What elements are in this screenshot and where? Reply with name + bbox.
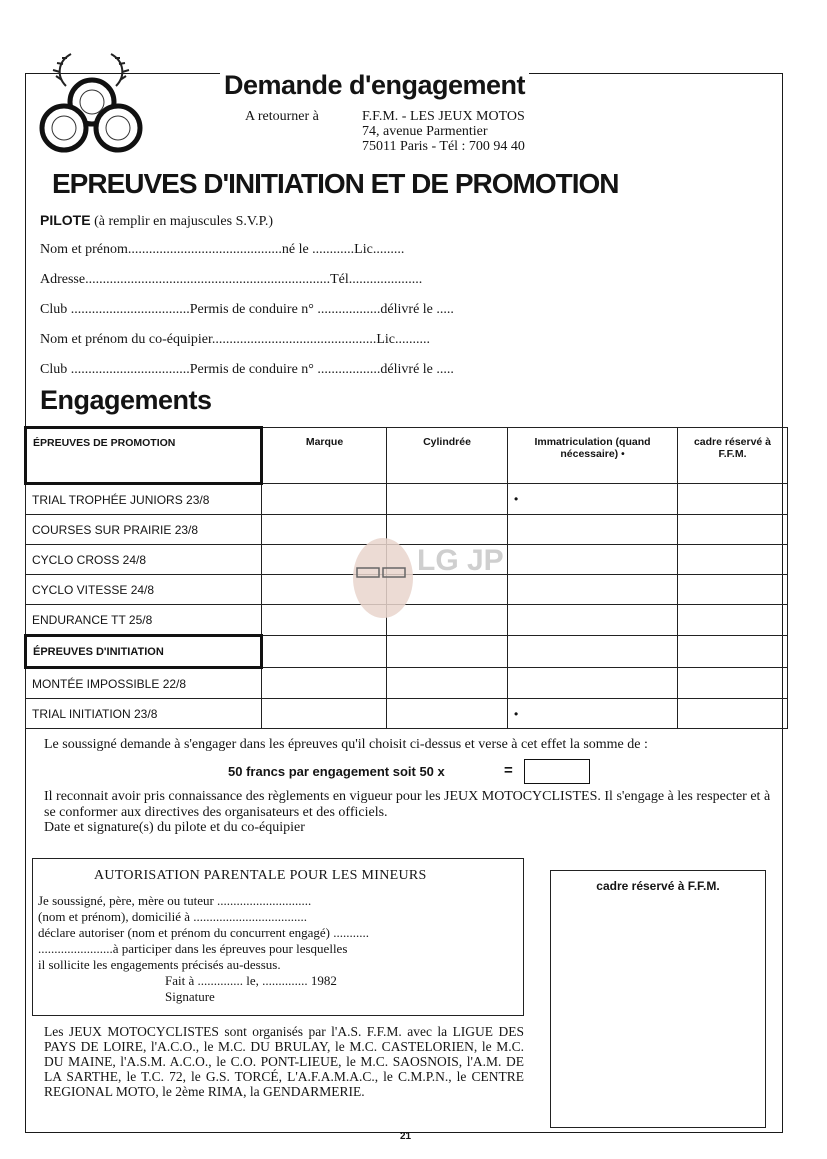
reserve-cell [678,515,788,545]
reserve-cell [678,668,788,699]
autorisation-line[interactable]: (nom et prénom), domicilié à ................................... [38,909,307,924]
immat-cell[interactable] [508,575,678,605]
event-name[interactable]: MONTÉE IMPOSSIBLE 22/8 [26,668,262,699]
signature-label: Signature [165,989,215,1004]
immat-cell[interactable] [508,515,678,545]
header-marque: Marque [262,428,387,484]
return-address: F.F.M. - LES JEUX MOTOS 74, avenue Parmentier 75011 Paris - Tél : 700 94 40 [362,109,525,154]
ffm-logo [36,46,148,158]
initiation-header-row [26,636,788,668]
header-immatriculation: Immatriculation (quand nécessaire) • [508,428,678,484]
marque-cell[interactable] [262,484,387,515]
autorisation-line[interactable]: déclare autoriser (nom et prénom du concurrent engagé) ........... [38,925,370,940]
engagements-title: Engagements [40,385,212,415]
page-number: 21 [400,1131,412,1142]
cylindree-cell[interactable] [387,699,508,729]
reserve-cell [678,545,788,575]
autorisation-line[interactable]: Je soussigné, père, mère ou tuteur ............................. [38,893,312,908]
header-initiation: ÉPREUVES D'INITIATION [26,636,262,668]
reserve-cell [678,605,788,636]
table-row [26,668,788,699]
watermark-letters: LG JP [417,544,504,577]
field-club-coequipier[interactable]: Club ..................................Permis de conduire n° ..................délivré le ..... [40,362,454,377]
table-row [26,699,788,729]
event-name[interactable]: CYCLO VITESSE 24/8 [26,575,262,605]
cylindree-cell[interactable] [387,484,508,515]
event-name[interactable]: TRIAL TROPHÉE JUNIORS 23/8 [26,484,262,515]
retour-label: A retourner à [245,109,319,124]
autorisation-line[interactable]: .......................à participer dans les épreuves pour lesquelles [38,941,348,956]
reserve-cell [678,699,788,729]
marque-cell[interactable] [262,699,387,729]
immat-cell[interactable] [508,545,678,575]
declaration-paragraph: Il reconnait avoir pris connaissance des règlements en vigueur pour les JEUX MOTOCYCLISTES. Il s'engage à les respecter et à se conformer aux directives des organisateurs et des officiels. Date et signature(s) du pilote et du co-équipier [44,789,771,835]
event-name[interactable]: CYCLO CROSS 24/8 [26,545,262,575]
declaration-sentence: Le soussigné demande à s'engager dans les épreuves qu'il choisit ci-dessus et verse à cet effet la somme de : [44,737,648,752]
cylindree-cell[interactable] [387,668,508,699]
cadre-reserve-box: cadre réservé à F.F.M. [550,870,766,1128]
immat-cell[interactable]: • [508,484,678,515]
form-title: Demande d'engagement [220,70,529,101]
header-cadre-reserve: cadre réservé à F.F.M. [678,428,788,484]
watermark-portrait [345,530,504,625]
equals-sign: = [504,762,513,779]
marque-cell[interactable] [262,668,387,699]
immat-cell[interactable]: • [508,699,678,729]
immat-cell[interactable] [508,668,678,699]
fait-a-line[interactable]: Fait à .............. le, .............. 1982 [165,973,337,988]
autorisation-line: il sollicite les engagements précisés au-dessus. [38,957,281,972]
field-coequipier[interactable]: Nom et prénom du co-équipier...............................................Lic.......... [40,332,430,347]
immat-cell[interactable] [508,605,678,636]
field-club[interactable]: Club ..................................Permis de conduire n° ..................délivré le ..... [40,302,454,317]
reserve-cell [678,575,788,605]
organisers-text: Les JEUX MOTOCYCLISTES sont organisés par l'A.S. F.F.M. avec la LIGUE DES PAYS DE LOIRE, l'A.C.O., le M.C. DU BRULAY, le M.C. CASTELORIEN, le M.C. DU MAINE, l'A.S.M. A.C.O., le C.O. PONT-LIEUE, le M.C. SAOSNOIS, l'A.M. DE LA SARTHE, le T.C. 72, le G.S. TORCÉ, L'A.F.A.M.A.C., le C.M.P.N., le CENTRE REGIONAL MOTO, le 2ème RIMA, la GENDARMERIE. [44,1024,524,1099]
autorisation-title: AUTORISATION PARENTALE POUR LES MINEURS [94,868,427,883]
event-name[interactable]: TRIAL INITIATION 23/8 [26,699,262,729]
event-name[interactable]: ENDURANCE TT 25/8 [26,605,262,636]
pilote-heading: PILOTE (à remplir en majuscules S.V.P.) [40,212,274,229]
table-row [26,484,788,515]
header-promotion: ÉPREUVES DE PROMOTION [26,428,262,484]
main-title: EPREUVES D'INITIATION ET DE PROMOTION [52,168,619,199]
reserve-cell [678,484,788,515]
field-adresse[interactable]: Adresse......................................................................Tél..................... [40,272,423,287]
header-cylindree: Cylindrée [387,428,508,484]
fee-line: 50 francs par engagement soit 50 x [228,764,445,779]
field-nom-prenom[interactable]: Nom et prénom............................................né le ............Lic......... [40,242,405,257]
total-box[interactable] [524,759,590,784]
event-name[interactable]: COURSES SUR PRAIRIE 23/8 [26,515,262,545]
